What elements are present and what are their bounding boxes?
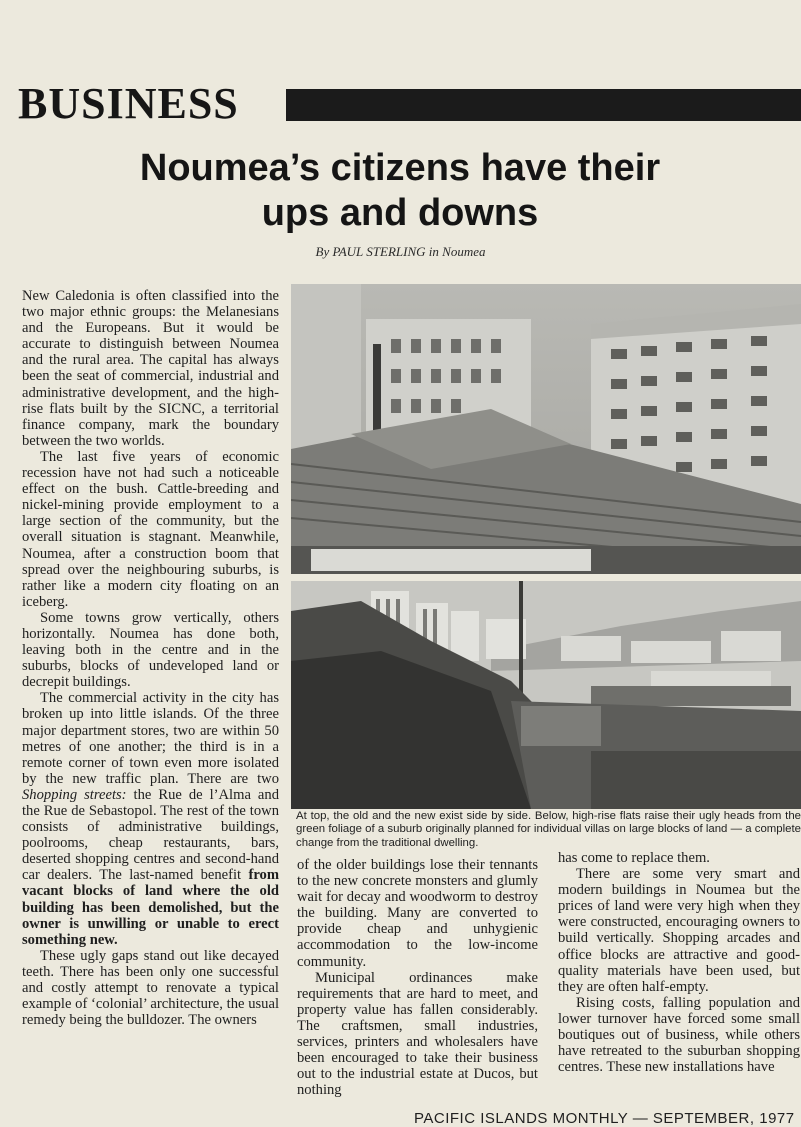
- section-heading-bar: [286, 89, 801, 121]
- page-footer: PACIFIC ISLANDS MONTHLY — SEPTEMBER, 1977: [414, 1110, 795, 1127]
- photo-caption: At top, the old and the new exist side by side. Below, high-rise flats raise their ugly heads from the green foliage of a suburb originally planned for individual villas on large blocks of land — a complete change from the traditional dwelling.: [296, 810, 801, 849]
- col1-bold-text: from vacant blocks of land where the old building has been demolished, but the owner is unwilling or unable to erect something new.: [22, 867, 279, 948]
- article-column-2: [297, 857, 538, 1098]
- col3-paragraph: Rising costs, falling population and lower turnover have forced some small boutiques out of business, while others have retreated to the suburban shopping centres. These new installations have: [558, 994, 800, 1076]
- col3-paragraph: There are some very smart and modern buildings in Noumea but the prices of land were very high when they were constructed, encouraging owners to build vertically. Shopping arcades and office blocks are attractive and good-quality materials have been used, but they are often half-empty.: [558, 866, 800, 995]
- col1-paragraph: These ugly gaps stand out like decayed teeth. There has been only one successful and costly attempt to renovate a typical example of ‘colonial’ architecture, the usual remedy being the bulldozer. The owners: [22, 947, 279, 1029]
- photo-old-and-new-buildings: [291, 284, 801, 574]
- article-column-1: [22, 288, 279, 1028]
- section-heading: BUSINESS: [18, 79, 239, 128]
- col3-paragraph: has come to replace them.: [558, 850, 710, 866]
- article-headline: Noumea’s citizens have their ups and downs: [139, 147, 661, 234]
- col1-paragraph: Some towns grow vertically, others horizontally. Noumea has done both, leaving both in the centre and in the suburbs, blocks of undeveloped land or decrepit buildings.: [22, 609, 279, 691]
- col1-paragraph: [22, 690, 279, 948]
- col2-paragraph: Municipal ordinances make requirements that are hard to meet, and property value has fallen considerably. The craftsmen, small industries, services, printers and wholesalers have been encouraged to take their business out to the industrial estate at Ducos, but nothing: [297, 969, 538, 1099]
- article-column-3: [558, 850, 800, 1075]
- col1-paragraph-text: The commercial activity in the city has broken up into little islands. Of the three major department stores, two are within 50 metres of one another; the third is in a remote corner of town even more isolated by the new traffic plan. There are two: [22, 690, 279, 787]
- italic-shopping-streets: Shopping streets:: [22, 786, 127, 803]
- col2-paragraph: of the older buildings lose their tennants to the new concrete monsters and glumly wait for decay and woodworm to destroy the building. Many are converted to provide cheap and unhygienic accommodation to the low-income community.: [297, 857, 538, 970]
- photo-high-rise-flats: [291, 581, 801, 809]
- col1-paragraph: New Caledonia is often classified into the two major ethnic groups: the Melanesians and the Europeans. But it would be accurate to distinguish between Noumea and the rural area. The capital has always been the seat of commercial, industrial and administrative development, and the high-rise flats built by the SICNC, a territorial finance company, mark the boundary between the two worlds.: [22, 288, 279, 449]
- article-byline: By PAUL STERLING in Noumea: [315, 244, 486, 259]
- col1-paragraph: The last five years of economic recession have not had such a noticeable effect on the bush. Cattle-breeding and nickel-mining provide employment to a large section of the community, but the overall situation is stagnant. Meanwhile, Noumea, after a construction boom that spread over the neighbouring suburbs, is rather like a modern city floating on an iceberg.: [22, 448, 279, 610]
- col1-paragraph-text: the Rue de l’Alma and the Rue de Sebastopol. The rest of the town consists of administrative buildings, poolrooms, cheap restaurants, bars, deserted shopping centres and second-hand car dealers. The last-named benefit: [22, 786, 279, 884]
